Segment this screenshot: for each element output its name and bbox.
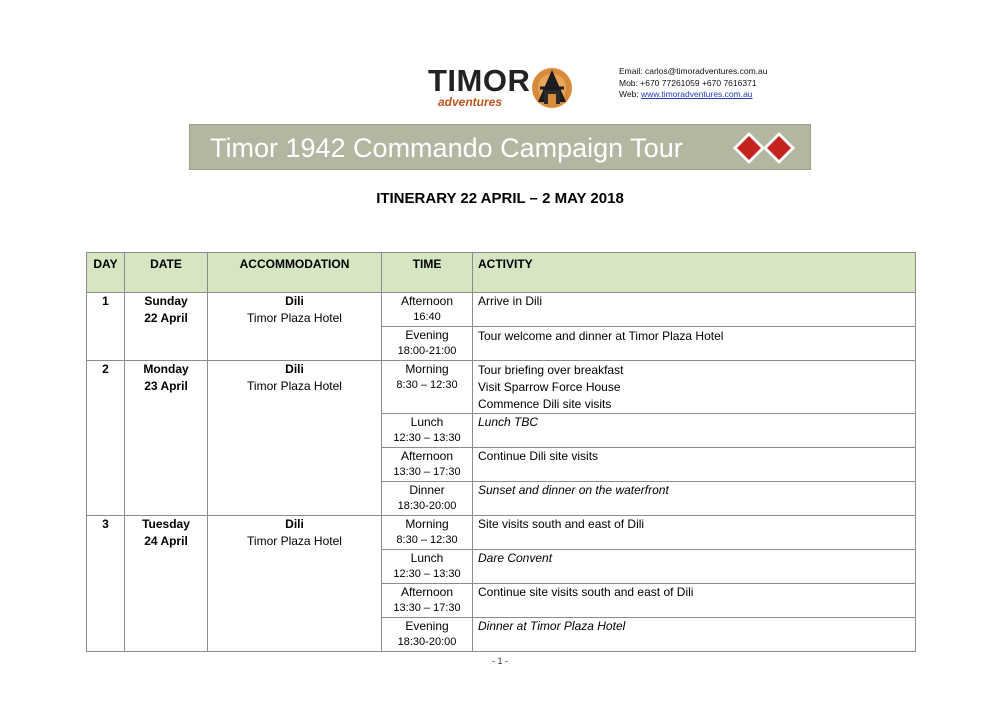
time-range: 18:00-21:00 xyxy=(397,345,457,357)
time-range: 12:30 – 13:30 xyxy=(393,568,461,580)
time-range: 18:30-20:00 xyxy=(397,636,457,648)
activity-line: Continue Dili site visits xyxy=(478,449,599,463)
header-accommodation: ACCOMMODATION xyxy=(208,253,382,293)
time-slot xyxy=(382,482,473,516)
company-logo xyxy=(428,62,573,112)
table-row xyxy=(87,361,916,414)
accommodation-hotel: Timor Plaza Hotel xyxy=(247,534,342,548)
time-slot xyxy=(382,550,473,584)
time-range: 8:30 – 12:30 xyxy=(396,379,458,391)
time-slot xyxy=(382,327,473,361)
time-period: Lunch xyxy=(410,415,444,429)
table-row xyxy=(87,293,916,327)
activity xyxy=(473,584,916,618)
time-slot xyxy=(382,584,473,618)
website-link[interactable]: www.timoradventures.com.au xyxy=(641,89,753,99)
accommodation-place: Dili xyxy=(285,294,304,308)
activity-line: Dinner at Timor Plaza Hotel xyxy=(478,619,626,633)
table-row xyxy=(87,516,916,550)
itinerary-title: ITINERARY 22 APRIL – 2 MAY 2018 xyxy=(376,190,624,207)
contact-web-label: Web: xyxy=(619,89,642,99)
activity-line: Visit Sparrow Force House xyxy=(478,380,621,394)
activity-line: Site visits south and east of Dili xyxy=(478,517,645,531)
activity-line: Continue site visits south and east of Dili xyxy=(478,585,694,599)
time-slot xyxy=(382,361,473,414)
day-number: 3 xyxy=(87,516,125,652)
timor-adventures-logo-icon xyxy=(524,62,574,112)
time-slot xyxy=(382,448,473,482)
time-period: Evening xyxy=(405,328,449,342)
day-date xyxy=(125,516,208,652)
contact-mobile: Mob: +670 77261059 +670 7616371 xyxy=(619,77,757,88)
accommodation xyxy=(208,293,382,361)
activity-line: Sunset and dinner on the waterfront xyxy=(478,483,669,497)
accommodation-place: Dili xyxy=(285,362,304,376)
day-number: 2 xyxy=(87,361,125,516)
activity xyxy=(473,327,916,361)
time-slot xyxy=(382,414,473,448)
time-period: Afternoon xyxy=(400,585,454,599)
date-text: 24 April xyxy=(144,534,188,548)
activity-line: Arrive in Dili xyxy=(478,294,543,308)
activity xyxy=(473,361,916,414)
tour-banner xyxy=(189,124,811,170)
activity xyxy=(473,448,916,482)
weekday: Sunday xyxy=(144,294,188,308)
accommodation xyxy=(208,516,382,652)
time-period: Evening xyxy=(405,619,449,633)
activity xyxy=(473,414,916,448)
date-text: 22 April xyxy=(144,311,188,325)
time-range: 13:30 – 17:30 xyxy=(393,466,461,478)
contact-block xyxy=(619,66,767,101)
time-range: 13:30 – 17:30 xyxy=(393,602,461,614)
time-range: 16:40 xyxy=(413,311,441,323)
contact-email: Email: carlos@timoradventures.com.au xyxy=(619,66,768,76)
activity-line: Lunch TBC xyxy=(478,415,539,429)
header-time: TIME xyxy=(382,253,473,293)
activity xyxy=(473,618,916,652)
activity-line: Tour briefing over breakfast xyxy=(478,363,624,377)
time-range: 18:30-20:00 xyxy=(397,500,457,512)
activity-line: Tour welcome and dinner at Timor Plaza Hotel xyxy=(478,329,724,343)
table-header-row xyxy=(87,253,916,293)
time-range: 8:30 – 12:30 xyxy=(396,534,458,546)
header-date: DATE xyxy=(125,253,208,293)
accommodation-hotel: Timor Plaza Hotel xyxy=(247,379,342,393)
date-text: 23 April xyxy=(144,379,188,393)
accommodation-place: Dili xyxy=(285,517,304,531)
weekday: Tuesday xyxy=(142,517,190,531)
day-date xyxy=(125,361,208,516)
time-period: Morning xyxy=(405,517,449,531)
accommodation-hotel: Timor Plaza Hotel xyxy=(247,311,342,325)
time-slot xyxy=(382,293,473,327)
itinerary-table xyxy=(86,252,916,652)
time-slot xyxy=(382,618,473,652)
activity xyxy=(473,293,916,327)
double-diamond-icon xyxy=(732,131,796,165)
time-period: Lunch xyxy=(410,551,444,565)
activity xyxy=(473,482,916,516)
header-day: DAY xyxy=(87,253,125,293)
page-number: - 1 - xyxy=(491,656,508,666)
activity-line: Commence Dili site visits xyxy=(478,397,612,411)
time-period: Afternoon xyxy=(400,449,454,463)
contact-web xyxy=(619,89,767,101)
logo-wordmark: TIMOR xyxy=(428,63,531,98)
day-date xyxy=(125,293,208,361)
time-period: Afternoon xyxy=(400,294,454,308)
weekday: Monday xyxy=(143,362,189,376)
activity xyxy=(473,516,916,550)
banner-title: Timor 1942 Commando Campaign Tour xyxy=(210,133,683,163)
time-period: Dinner xyxy=(409,483,445,497)
header-activity: ACTIVITY xyxy=(473,253,916,293)
accommodation xyxy=(208,361,382,516)
activity xyxy=(473,550,916,584)
day-number: 1 xyxy=(87,293,125,361)
activity-line: Dare Convent xyxy=(478,551,553,565)
time-period: Morning xyxy=(405,362,449,376)
time-slot xyxy=(382,516,473,550)
logo-subtitle: adventures xyxy=(438,95,503,109)
time-range: 12:30 – 13:30 xyxy=(393,432,461,444)
